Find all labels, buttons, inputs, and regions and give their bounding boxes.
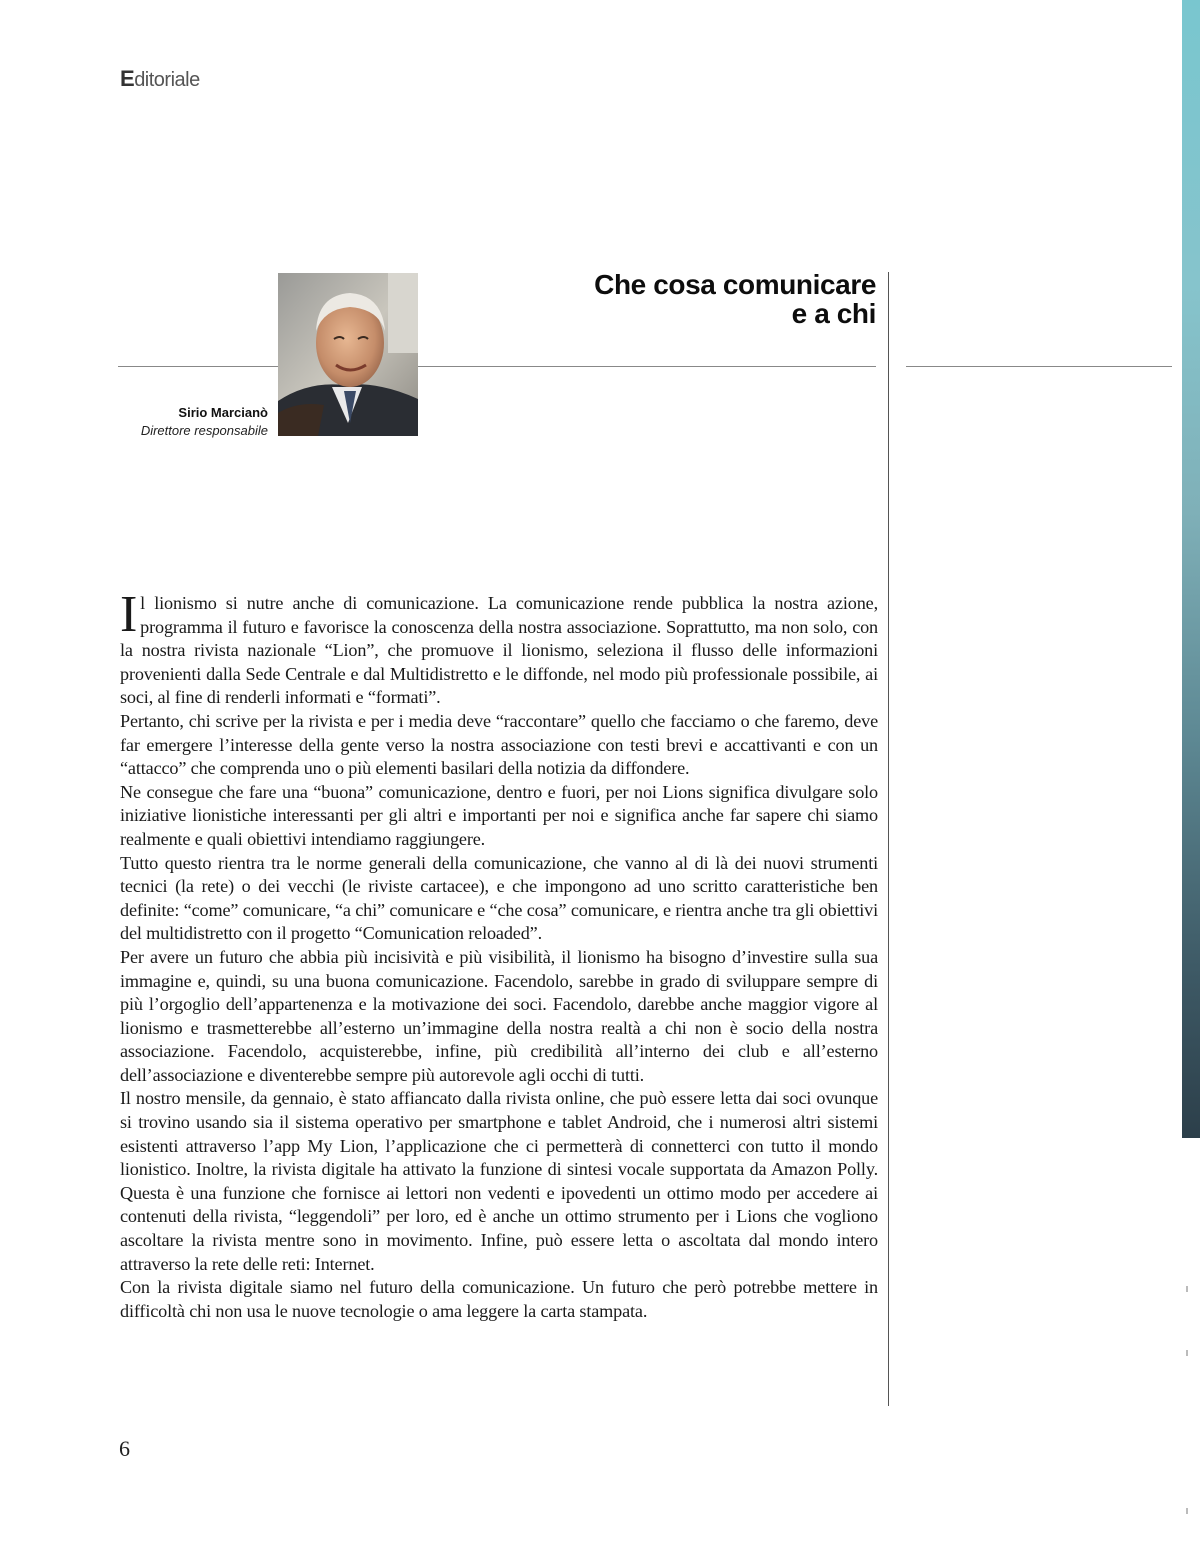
paragraph: Ne consegue che fare una “buona” comunicazione, dentro e fuori, per noi Lions significa divulgare solo iniziative lionistiche interessanti per gli altri e importanti per noi e significa anche far sapere chi siamo realmente e quali obiettivi intendiamo raggiungere. — [120, 781, 878, 849]
paragraph: Il lionismo si nutre anche di comunicazione. La comunicazione rende pubblica la nostra azione, programma il futuro e favorisce la conoscenza della nostra associazione. Soprattutto, ma non solo, con la nostra rivista nazionale “Lion”, che promuove il lionismo, seleziona il flusso delle informazioni provenienti dalla Sede Centrale e dal Multidistretto e le diffonde, nel modo più professionale possibile, ai soci, al fine di renderli informati e “formati”. — [120, 586, 878, 708]
margin-tick — [1186, 1286, 1188, 1292]
horizontal-rule — [118, 366, 876, 367]
margin-tick — [1186, 1508, 1188, 1514]
article-title — [594, 270, 876, 328]
paragraph: Pertanto, chi scrive per la rivista e per i media deve “raccontare” quello che facciamo o che faremo, deve far emergere l’interesse della gente verso la nostra associazione con testi brevi e accattivanti e con un “attacco” che comprenda uno o più elementi basilari della notizia da diffondere. — [120, 710, 878, 779]
page-number: 6 — [119, 1436, 130, 1461]
drop-cap: I — [120, 586, 138, 643]
article-body — [120, 586, 878, 1323]
author-role: Direttore responsabile — [140, 423, 268, 438]
paragraph: Il nostro mensile, da gennaio, è stato affiancato dalla rivista online, che può essere letta dai soci ovunque si trovino usando sia il sistema operativo per smartphone e tablet Android, che i numerosi altri sistemi esistenti attraverso l’app My Lion, l’applicazione che ci permetterà di connetterci con tutto il mondo lionistico. Inoltre, la rivista digitale ha attivato la funzione di sintesi vocale supportata da Amazon Polly. Questa è una funzione che fornisce ai lettori non vedenti e ipovedenti un ottimo modo per accedere ai contenuti della rivista, “leggendoli” per loro, ed è anche un ottimo strumento per i Lions che vogliono ascoltare la rivista mentre sono in movimento. Infine, può essere letta o ascoltata dal mondo intero attraverso la rete delle reti: Internet. — [120, 1088, 878, 1274]
title-line-1: Che cosa comunicare — [594, 269, 876, 300]
title-line-2: e a chi — [791, 298, 876, 329]
decorative-side-stripe — [1182, 0, 1200, 1138]
paragraph: Con la rivista digitale siamo nel futuro della comunicazione. Un futuro che però potrebbe mettere in difficoltà chi non usa le nuove tecnologie o ama leggere la carta stampata. — [120, 1277, 878, 1321]
author-name: Sirio Marcianò — [178, 405, 268, 420]
author-byline — [100, 404, 268, 440]
paragraph: Per avere un futuro che abbia più incisività e più visibilità, il lionismo ha bisogno d’investire sulla sua immagine e, quindi, su una buona comunicazione. Facendolo, sarebbe in grado di sviluppare sempre di più l’orgoglio dell’appartenenza e la motivazione dei soci. Facendolo, darebbe anche maggior vigore al lionismo e trasmetterebbe all’esterno un’immagine della nostra realtà a chi non è socio della nostra associazione. Facendolo, acquisterebbe, infine, più credibilità all’interno dei club e all’esterno dell’associazione e diventerebbe sempre più autorevole agli occhi di tutti. — [120, 946, 878, 1085]
margin-tick — [1186, 1350, 1188, 1356]
author-portrait — [278, 273, 418, 436]
column-divider — [888, 272, 889, 1406]
horizontal-rule-right — [906, 366, 1172, 367]
section-label: Editoriale — [120, 66, 200, 91]
paragraph: Tutto questo rientra tra le norme generali della comunicazione, che vanno al di là dei nuovi strumenti tecnici (la rete) o dei vecchi (le riviste cartacee), e che impongono ad uno scritto caratteristiche ben definite: “come” comunicare, “a chi” comunicare e “che cosa” comunicare, e rientra anche tra gli obiettivi del multidistretto con il progetto “Comunication reloaded”. — [120, 852, 878, 944]
